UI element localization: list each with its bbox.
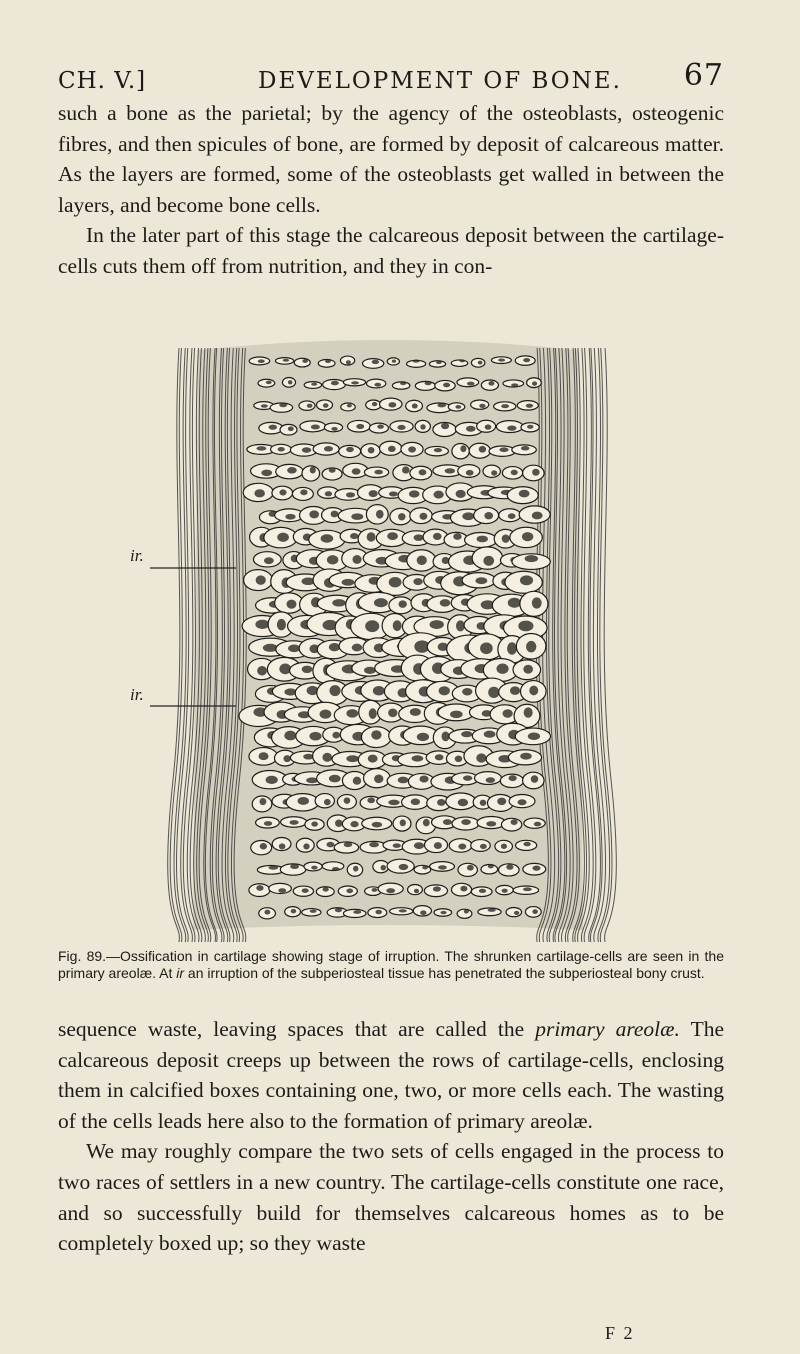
cell-nucleus: [302, 359, 308, 363]
cell-nucleus: [284, 731, 296, 741]
cell-nucleus: [532, 909, 538, 914]
running-title: DEVELOPMENT OF BONE.: [258, 68, 622, 94]
cell-nucleus: [352, 468, 361, 474]
cell-nucleus: [402, 466, 410, 473]
cartilage-illustration: [58, 330, 724, 942]
cell-nucleus: [433, 886, 441, 891]
cell-nucleus: [419, 775, 428, 782]
cell-nucleus: [501, 404, 509, 408]
cell-nucleus: [374, 383, 381, 387]
cell-nucleus: [484, 731, 496, 738]
cell-nucleus: [290, 864, 299, 869]
cell-nucleus: [511, 470, 518, 476]
cell-nucleus: [329, 775, 341, 783]
cell-nucleus: [283, 755, 290, 762]
paragraph-3-b: The calcareous deposit creeps up between the rows of cartilage-cells, enclosing them in calcified boxes containing one, two, or more cells each. The wasting of the cells leads here also to the formation of primary areolæ.: [58, 1017, 724, 1133]
cell-nucleus: [518, 621, 533, 632]
cell-nucleus: [352, 644, 363, 652]
cell-nucleus: [524, 707, 533, 717]
cell-nucleus: [506, 864, 513, 869]
cell-nucleus: [332, 867, 340, 871]
cell-nucleus: [269, 866, 279, 870]
cell-nucleus: [288, 426, 294, 431]
cell-nucleus: [476, 753, 486, 762]
cell-nucleus: [408, 446, 416, 452]
cell-nucleus: [455, 405, 461, 409]
cell-nucleus: [302, 447, 311, 452]
cell-nucleus: [520, 575, 533, 585]
cell-nucleus: [356, 424, 364, 429]
cell-nucleus: [450, 711, 463, 719]
cell-nucleus: [353, 777, 361, 785]
cell-nucleus: [307, 404, 313, 408]
cell-nucleus: [260, 843, 267, 849]
cell-nucleus: [496, 664, 508, 674]
cell-nucleus: [353, 910, 361, 914]
cell-nucleus: [480, 844, 487, 849]
caption-label: Fig. 89.: [58, 948, 107, 964]
cell-nucleus: [462, 688, 472, 695]
cell-nucleus: [508, 513, 516, 519]
cell-nucleus: [368, 447, 375, 453]
paragraph-3: [58, 1014, 724, 1136]
cell-nucleus: [279, 489, 286, 495]
cell-nucleus: [488, 687, 499, 698]
cell-nucleus: [425, 381, 432, 385]
periosteum-fibre: [597, 348, 609, 942]
cell-nucleus: [438, 865, 447, 869]
cell-nucleus: [325, 491, 332, 496]
cell-nucleus: [388, 402, 396, 407]
cell-nucleus: [310, 909, 317, 912]
cell-nucleus: [514, 911, 519, 915]
cell-nucleus: [479, 889, 486, 893]
cell-nucleus: [298, 797, 309, 805]
cell-nucleus: [534, 822, 541, 827]
cell-nucleus: [388, 446, 396, 452]
figure-ossification: [58, 330, 724, 942]
cell-nucleus: [411, 799, 420, 806]
cell-nucleus: [277, 619, 286, 630]
cell-nucleus: [346, 889, 353, 894]
cell-nucleus: [398, 777, 409, 784]
cell-nucleus: [461, 731, 472, 737]
cell-nucleus: [466, 470, 474, 476]
cell-nucleus: [320, 709, 332, 718]
cell-nucleus: [266, 381, 272, 385]
cell-nucleus: [372, 888, 378, 892]
cell-nucleus: [439, 686, 450, 695]
cell-nucleus: [477, 536, 488, 543]
cell-nucleus: [350, 821, 358, 827]
cell-nucleus: [311, 821, 318, 826]
cell-nucleus: [456, 490, 466, 498]
cell-nucleus: [467, 382, 475, 386]
cell-nucleus: [342, 579, 355, 586]
cell-nucleus: [335, 820, 342, 827]
cell-nucleus: [523, 842, 530, 847]
cell-nucleus: [310, 467, 316, 474]
cell-nucleus: [346, 755, 359, 762]
paragraph-4: We may roughly compare the two sets of cells engaged in the process to two races of settlers in a new country. The cartilage-cells constitute one race, and so successfully build for themselves calcareous homes as to be completely boxed up; so they waste: [58, 1139, 724, 1256]
figure-label-upper: ir.: [130, 546, 144, 565]
cell-nucleus: [329, 685, 340, 696]
cartilage-cell: [452, 444, 469, 459]
cell-nucleus: [520, 753, 532, 760]
periosteum-fibre: [604, 348, 616, 942]
cartilage-cell: [506, 908, 522, 917]
cell-nucleus: [372, 822, 383, 828]
cell-nucleus: [393, 843, 401, 848]
cell-nucleus: [289, 820, 298, 825]
cell-nucleus: [479, 404, 485, 408]
cell-nucleus: [419, 513, 427, 520]
primary-areolae-term: primary areolæ.: [535, 1017, 680, 1041]
cell-nucleus: [332, 599, 346, 606]
cell-nucleus: [420, 424, 425, 429]
cell-nucleus: [380, 865, 386, 871]
cell-nucleus: [324, 799, 331, 805]
cartilage-cell: [483, 465, 500, 477]
cell-nucleus: [398, 513, 405, 520]
cell-nucleus: [483, 556, 494, 566]
cell-nucleus: [498, 359, 505, 362]
cell-nucleus: [331, 511, 339, 518]
cell-nucleus: [393, 620, 402, 631]
cell-nucleus: [417, 555, 427, 565]
cell-nucleus: [458, 799, 468, 806]
cell-nucleus: [417, 733, 429, 741]
cell-nucleus: [476, 577, 488, 584]
cell-nucleus: [324, 446, 333, 451]
cell-nucleus: [374, 598, 388, 607]
cell-nucleus: [488, 381, 494, 386]
cell-nucleus: [399, 864, 408, 870]
cell-nucleus: [331, 427, 337, 431]
cell-nucleus: [434, 448, 442, 452]
cell-nucleus: [255, 620, 269, 629]
cell-nucleus: [480, 642, 493, 654]
signature-mark: F 2: [605, 1323, 635, 1343]
cell-nucleus: [279, 843, 286, 849]
cell-nucleus: [367, 797, 375, 803]
cell-nucleus: [433, 491, 443, 499]
cell-nucleus: [531, 775, 539, 782]
cell-nucleus: [433, 533, 442, 540]
figure-label-lower: ir.: [130, 685, 144, 704]
cell-nucleus: [502, 889, 508, 893]
cell-nucleus: [443, 819, 452, 825]
cell-nucleus: [311, 425, 320, 430]
cell-nucleus: [441, 423, 449, 429]
cell-nucleus: [422, 866, 428, 870]
cell-nucleus: [508, 598, 521, 608]
cell-nucleus: [388, 709, 397, 718]
cell-nucleus: [397, 425, 405, 430]
cell-nucleus: [346, 360, 351, 364]
cell-nucleus: [521, 446, 530, 450]
cell-nucleus: [283, 359, 289, 362]
cell-nucleus: [321, 534, 334, 542]
cell-nucleus: [462, 512, 474, 520]
cell-nucleus: [257, 666, 267, 676]
cell-nucleus: [346, 709, 358, 718]
cell-nucleus: [445, 468, 455, 473]
cell-nucleus: [412, 403, 418, 408]
cell-nucleus: [388, 800, 399, 805]
cell-nucleus: [399, 909, 407, 912]
cartilage-cell: [471, 400, 489, 409]
cell-nucleus: [435, 754, 444, 760]
cell-nucleus: [392, 360, 396, 363]
figure-caption: [58, 948, 724, 982]
cell-nucleus: [527, 425, 533, 429]
cell-nucleus: [323, 403, 329, 408]
cell-nucleus: [377, 424, 384, 428]
paragraph-1: such a bone as the parietal; by the agency of the osteoblasts, osteogenic fibres, and then spicules of bone, are formed by deposit of calcareous matter. As the layers are formed, some of the osteoblasts get walled in between the layers, and become bone cells.: [58, 101, 724, 217]
cell-nucleus: [486, 821, 496, 826]
cell-nucleus: [264, 821, 272, 826]
cell-nucleus: [420, 910, 426, 915]
cell-nucleus: [443, 383, 450, 388]
cell-nucleus: [463, 775, 472, 780]
cell-nucleus: [329, 643, 340, 651]
cell-nucleus: [440, 911, 446, 914]
cell-nucleus: [335, 908, 342, 912]
cell-nucleus: [400, 819, 406, 826]
cell-nucleus: [322, 753, 332, 762]
cell-nucleus: [309, 732, 321, 741]
cell-nucleus: [479, 446, 486, 453]
cell-nucleus: [369, 490, 378, 497]
cell-nucleus: [346, 447, 354, 452]
cell-nucleus: [486, 777, 495, 783]
cell-nucleus: [419, 469, 427, 475]
cell-nucleus: [373, 686, 385, 695]
cell-nucleus: [353, 866, 358, 872]
cell-nucleus: [266, 776, 278, 784]
cell-nucleus: [509, 775, 517, 781]
cell-nucleus: [466, 426, 476, 432]
cell-nucleus: [409, 490, 420, 497]
cell-nucleus: [529, 686, 538, 696]
cell-nucleus: [302, 888, 309, 893]
cell-nucleus: [368, 755, 378, 763]
cell-nucleus: [522, 532, 533, 541]
cell-nucleus: [523, 887, 532, 891]
cell-nucleus: [256, 575, 266, 584]
cell-nucleus: [453, 533, 461, 540]
cell-nucleus: [507, 425, 516, 430]
cell-nucleus: [285, 514, 295, 520]
cell-nucleus: [347, 404, 352, 408]
cell-nucleus: [507, 642, 517, 654]
cell-nucleus: [440, 599, 451, 606]
cell-nucleus: [423, 819, 430, 826]
caption-text-b: an irruption of the subperiosteal tissue has penetrated the subperiosteal bony crust.: [184, 965, 705, 981]
cell-nucleus: [461, 819, 471, 825]
cell-nucleus: [518, 799, 527, 805]
cell-nucleus: [264, 910, 270, 915]
cell-nucleus: [371, 730, 381, 739]
cell-nucleus: [278, 447, 285, 452]
cell-nucleus: [325, 360, 331, 363]
cell-nucleus: [532, 866, 540, 871]
cell-nucleus: [374, 470, 382, 475]
cell-nucleus: [414, 842, 424, 849]
cell-nucleus: [523, 665, 533, 674]
cell-nucleus: [519, 490, 530, 498]
cell-nucleus: [351, 381, 359, 384]
cell-nucleus: [288, 380, 293, 384]
cell-nucleus: [329, 467, 336, 472]
cell-nucleus: [532, 381, 537, 385]
cell-nucleus: [532, 512, 543, 520]
cell-nucleus: [526, 404, 533, 408]
cartilage-cell: [414, 865, 431, 874]
cell-nucleus: [523, 358, 530, 362]
cell-nucleus: [365, 620, 379, 632]
cell-nucleus: [491, 470, 497, 476]
cell-nucleus: [344, 842, 353, 847]
cell-nucleus: [254, 489, 265, 497]
cell-nucleus: [386, 888, 395, 893]
cell-nucleus: [413, 578, 422, 585]
cell-nucleus: [300, 489, 307, 495]
cell-nucleus: [346, 492, 355, 497]
cell-nucleus: [480, 800, 487, 806]
chapter-marker: CH. V.]: [58, 68, 147, 94]
cell-nucleus: [367, 532, 376, 541]
cell-nucleus: [464, 909, 469, 913]
cell-nucleus: [499, 447, 508, 452]
cell-nucleus: [264, 557, 274, 564]
cell-nucleus: [269, 425, 278, 430]
cell-nucleus: [376, 510, 384, 519]
cell-nucleus: [502, 534, 510, 542]
cell-nucleus: [511, 819, 518, 825]
cell-nucleus: [434, 842, 442, 849]
cell-nucleus: [256, 885, 263, 891]
cell-nucleus: [478, 361, 483, 365]
cell-nucleus: [501, 844, 507, 849]
cell-nucleus: [389, 577, 402, 587]
cell-nucleus: [430, 620, 444, 629]
cell-nucleus: [532, 469, 540, 476]
cell-nucleus: [256, 446, 266, 450]
cell-nucleus: [372, 402, 377, 406]
cell-nucleus: [302, 666, 313, 673]
cell-nucleus: [350, 533, 358, 539]
cell-nucleus: [510, 686, 520, 695]
cell-nucleus: [458, 843, 466, 849]
cell-nucleus: [291, 909, 297, 914]
cell-nucleus: [311, 866, 317, 870]
cell-nucleus: [369, 842, 379, 847]
cell-nucleus: [511, 383, 518, 386]
cell-nucleus: [374, 775, 383, 784]
cell-nucleus: [467, 865, 474, 871]
cell-nucleus: [398, 600, 406, 608]
body-text-top: [58, 98, 724, 282]
cell-nucleus: [436, 361, 442, 364]
cell-nucleus: [460, 886, 467, 892]
cell-nucleus: [414, 889, 419, 894]
cell-nucleus: [526, 641, 536, 652]
cell-nucleus: [455, 756, 463, 763]
cell-nucleus: [288, 644, 300, 652]
cell-nucleus: [413, 359, 420, 362]
cell-nucleus: [351, 513, 363, 520]
cell-nucleus: [303, 843, 309, 849]
cell-nucleus: [497, 798, 506, 806]
cell-nucleus: [309, 510, 319, 518]
cell-nucleus: [485, 424, 492, 429]
cell-nucleus: [525, 555, 538, 562]
page-number: 67: [683, 58, 724, 93]
cell-nucleus: [311, 383, 317, 386]
body-text-bottom: [58, 1014, 724, 1259]
cell-nucleus: [259, 752, 269, 760]
cell-nucleus: [488, 864, 494, 868]
cell-nucleus: [372, 360, 379, 364]
cell-nucleus: [258, 359, 265, 363]
cell-nucleus: [532, 597, 542, 608]
cell-nucleus: [287, 600, 297, 609]
caption-text-a: —Ossification in cartilage showing stage of irruption. The shrunken cartilage-cells are seen in the primary areolæ. At: [58, 948, 724, 981]
cell-nucleus: [503, 709, 513, 718]
caption-text-em: ir: [176, 965, 185, 981]
cell-nucleus: [369, 708, 377, 719]
cell-nucleus: [261, 470, 272, 476]
cell-nucleus: [528, 733, 540, 740]
cartilage-cell: [457, 378, 479, 387]
cell-nucleus: [410, 708, 421, 716]
cell-nucleus: [323, 887, 329, 891]
cell-nucleus: [352, 555, 361, 564]
cell-nucleus: [387, 532, 398, 540]
cell-nucleus: [327, 555, 338, 564]
paragraph-2: In the later part of this stage the calcareous deposit between the cartilage-cells cuts them off from nutrition, and they in con-: [58, 223, 724, 278]
paragraph-3-a: sequence waste, leaving spaces that are called the: [58, 1017, 536, 1041]
cell-nucleus: [437, 799, 446, 806]
cell-nucleus: [344, 797, 351, 804]
cell-nucleus: [460, 445, 466, 452]
running-header: [58, 58, 724, 98]
cell-nucleus: [278, 888, 286, 893]
cell-nucleus: [375, 910, 382, 914]
cell-nucleus: [400, 382, 406, 385]
cell-nucleus: [326, 842, 334, 848]
cell-nucleus: [414, 534, 424, 541]
cell-nucleus: [277, 533, 289, 542]
cell-nucleus: [459, 359, 465, 362]
cell-nucleus: [484, 512, 493, 519]
cell-nucleus: [331, 381, 339, 386]
cell-nucleus: [259, 798, 266, 805]
cell-nucleus: [279, 403, 287, 407]
cell-nucleus: [437, 403, 446, 407]
cartilage-cell: [458, 863, 477, 876]
cell-nucleus: [488, 908, 496, 911]
cartilage-cell: [294, 358, 310, 367]
cell-nucleus: [332, 732, 340, 739]
cell-nucleus: [412, 755, 424, 761]
cell-nucleus: [287, 467, 297, 473]
cell-nucleus: [389, 491, 398, 496]
cell-nucleus: [261, 404, 268, 408]
